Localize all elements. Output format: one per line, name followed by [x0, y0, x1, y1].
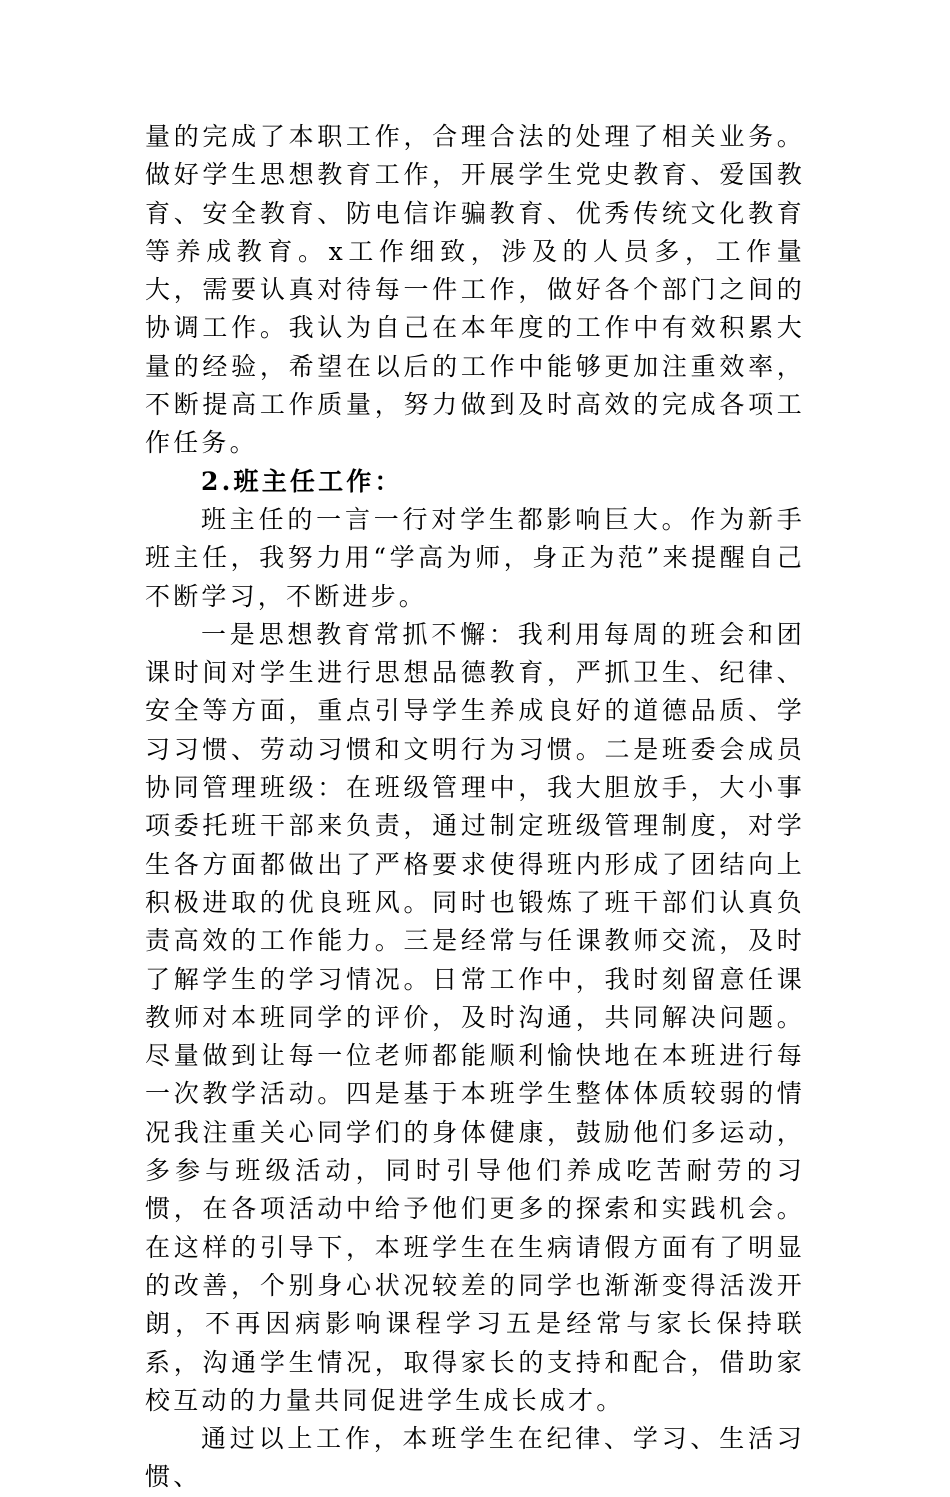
section-heading-head-teacher: 2.班主任工作： [201, 466, 403, 496]
paragraph-head-teacher-intro: 班主任的一言一行对学生都影响巨大。作为新手班主任，我努力用“学高为师，身正为范”来提醒自己不断学习，不断进步。 [145, 504, 805, 611]
document-page [145, 118, 805, 1497]
paragraph-head-teacher-measures: 一是思想教育常抓不懈：我利用每周的班会和团课时间对学生进行思想品德教育，严抓卫生、纪律、安全等方面，重点引导学生养成良好的道德品质、学习习惯、劳动习惯和文明行为习惯。二是班委会成员协同管理班级：在班级管理中，我大胆放手，大小事项委托班干部来负责，通过制定班级管理制度，对学生各方面都做出了严格要求使得班内形成了团结向上积极进取的优良班风。同时也锻炼了班干部们认真负责高效的工作能力。三是经常与任课教师交流，及时了解学生的学习情况。日常工作中，我时刻留意任课教师对本班同学的评价，及时沟通，共同解决问题。尽量做到让每一位老师都能顺利愉快地在本班进行每一次教学活动。四是基于本班学生整体体质较弱的情况我注重关心同学们的身体健康，鼓励他们多运动，多参与班级活动，同时引导他们养成吃苦耐劳的习惯，在各项活动中给予他们更多的探索和实践机会。在这样的引导下，本班学生在生病请假方面有了明显的改善，个别身心状况较差的同学也渐渐变得活泼开朗，不再因病影响课程学习五是经常与家长保持联系，沟通学生情况，取得家长的支持和配合，借助家校互动的力量共同促进学生成长成才。 [145, 619, 805, 1415]
paragraph-work-summary: 量的完成了本职工作，合理合法的处理了相关业务。做好学生思想教育工作，开展学生党史教育、爱国教育、安全教育、防电信诈骗教育、优秀传统文化教育等养成教育。x工作细致，涉及的人员多，工作量大，需要认真对待每一件工作，做好各个部门之间的协调工作。我认为自己在本年度的工作中有效积累大量的经验，希望在以后的工作中能够更加注重效率，不断提高工作质量，努力做到及时高效的完成各项工作任务。 [145, 122, 805, 458]
paragraph-results: 通过以上工作，本班学生在纪律、学习、生活习惯、 [145, 1424, 805, 1492]
